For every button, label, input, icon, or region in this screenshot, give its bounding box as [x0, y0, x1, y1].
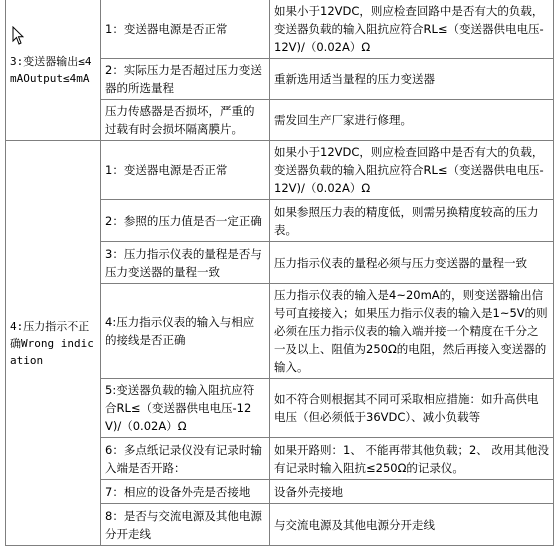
fault-cell-output-low: 3:变送器输出≤4mAOutput≤4mA [6, 0, 101, 141]
remedy-cell: 如果小于12VDC，则应检查回路中是否有大的负载，变送器负载的输入阻抗应符合RL≤（变送器供电电压-12V)/（0.02A）Ω [270, 0, 554, 59]
cause-cell: 3：压力指示仪表的量程是否与压力变送器的量程一致 [101, 242, 270, 284]
remedy-cell: 需发回生产厂家进行修理。 [270, 100, 554, 141]
cause-cell: 7：相应的设备外壳是否接地 [101, 480, 270, 504]
remedy-cell: 如果小于12VDC，则应检查回路中是否有大的负载，变送器负载的输入阻抗应符合RL≤（变送器供电电压-12V)/（0.02A）Ω [270, 141, 554, 200]
cause-cell: 压力传感器是否损坏，严重的过载有时会损坏隔离膜片。 [101, 100, 270, 141]
mouse-pointer-icon [12, 26, 24, 46]
cause-cell: 4:压力指示仪表的输入与相应的接线是否正确 [101, 284, 270, 379]
cause-cell: 1：变送器电源是否正常 [101, 0, 270, 59]
troubleshooting-table [5, 0, 554, 546]
remedy-cell: 如果开路则：1、 不能再带其他负载；2、 改用其他没有记录时输入阻抗≤250Ω的记录仪。 [270, 438, 554, 480]
remedy-cell: 设备外壳接地 [270, 480, 554, 504]
cause-cell: 8：是否与交流电源及其他电源分开走线 [101, 504, 270, 546]
remedy-cell: 重新选用适当量程的压力变送器 [270, 59, 554, 100]
table-row [6, 141, 554, 200]
remedy-cell: 压力指示仪表的量程必须与压力变送器的量程一致 [270, 242, 554, 284]
remedy-cell: 压力指示仪表的输入是4~20mA的，则变送器输出信号可直接接入；如果压力指示仪表的输入是1~5V的则必须在压力指示仪表的输入端并接一个精度在千分之一及以上、阻值为250Ω的电阻，然后再接入变送器的输入。 [270, 284, 554, 379]
cause-cell: 2：实际压力是否超过压力变送器的所选量程 [101, 59, 270, 100]
remedy-cell: 与交流电源及其他电源分开走线 [270, 504, 554, 546]
cause-cell: 1：变送器电源是否正常 [101, 141, 270, 200]
cause-cell: 6：多点纸记录仪没有记录时输入端是否开路： [101, 438, 270, 480]
cause-cell: 5:变送器负载的输入阻抗应符合RL≤（变送器供电电压-12V)/（0.02A）Ω [101, 379, 270, 438]
remedy-cell: 如果参照压力表的精度低，则需另换精度较高的压力表。 [270, 200, 554, 242]
remedy-cell: 如不符合则根据其不同可采取相应措施：如升高供电电压（但必须低于36VDC）、减小负载等 [270, 379, 554, 438]
cause-cell: 2：参照的压力值是否一定正确 [101, 200, 270, 242]
fault-cell-wrong-indication: 4:压力指示不正确Wrong indication [6, 141, 101, 546]
table-row [6, 0, 554, 59]
